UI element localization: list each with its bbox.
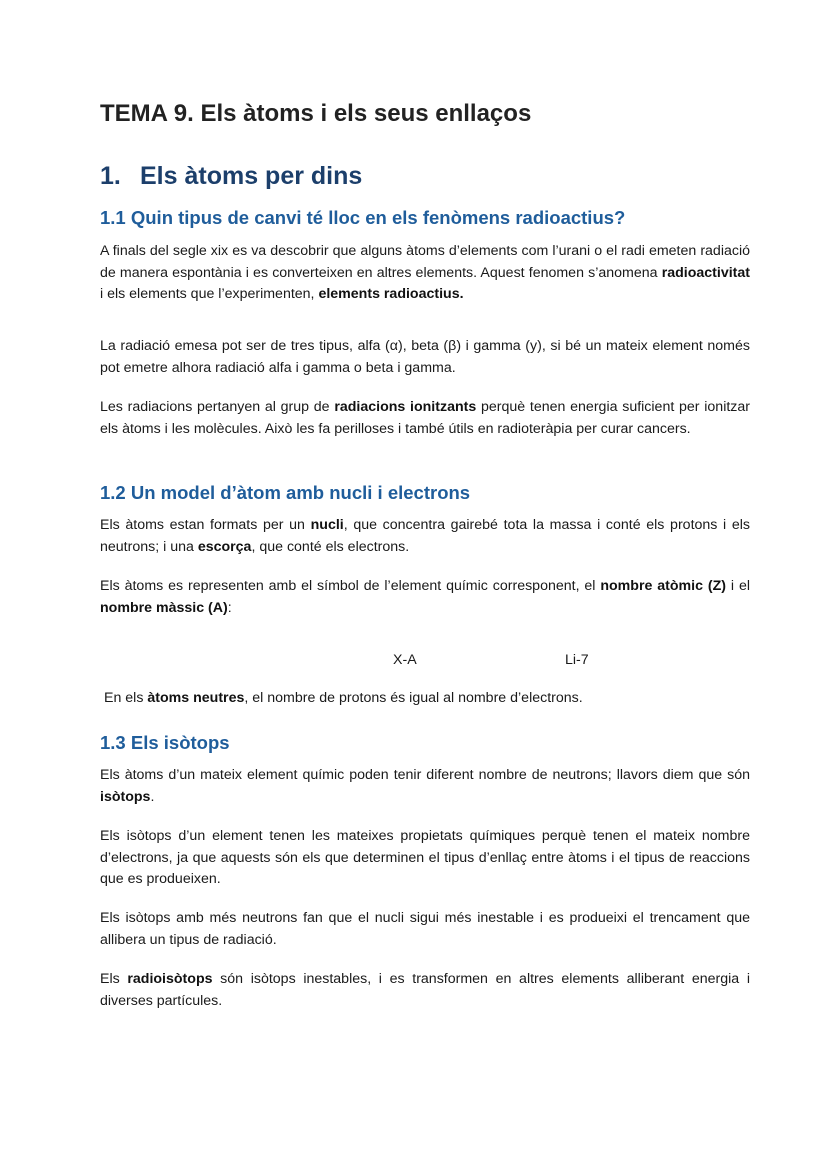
paragraph-radioisotopes: Els radioisòtops són isòtops inestables, i es transformen en altres elements alliberant energia i diverses partícules. (100, 971, 750, 1009)
subsection-heading-1-1: 1.1 Quin tipus de canvi té lloc en els fenòmens radioactius? (100, 207, 626, 228)
paragraph-ionizing-radiation: Les radiacions pertanyen al grup de radiacions ionitzants perquè tenen energia suficient per ionitzar els àtoms i les molècules. Això les fa perilloses i també útils en radioteràpia per curar cancers. (100, 399, 750, 437)
paragraph-radioactivity: A finals del segle xix es va descobrir que alguns àtoms d’elements com l’urani o el radi emeten radiació de manera espontània i es converteixen en altres elements. Aquest fenomen s’anomena radioactivitat i els elements que l’experimenten, elements radioactius. (100, 243, 750, 302)
term-isotops: isòtops (100, 788, 151, 805)
term-nombre-atomic: nombre atòmic (Z) (600, 578, 727, 594)
paragraph-atom-structure: Els àtoms estan formats per un nucli, que concentra gairebé tota la massa i conté els protons i els neutrons; i una escorça, que conté els electrons. (100, 517, 750, 555)
term-atoms-neutres: àtoms neutres (147, 690, 245, 706)
section-heading (100, 162, 362, 191)
section-title: Els àtoms per dins (140, 162, 363, 190)
document-title: TEMA 9. Els àtoms i els seus enllaços (100, 100, 532, 127)
notation-generic: X-A (393, 652, 417, 668)
term-elements-radioactius: elements radioactius. (318, 286, 464, 302)
paragraph-isotopes-definition: Els àtoms d’un mateix element químic poden tenir diferent nombre de neutrons; llavors diem que són isòtops. (100, 767, 750, 805)
subsection-heading-1-2: 1.2 Un model d’àtom amb nucli i electrons (100, 482, 471, 503)
paragraph-neutral-atoms: En els àtoms neutres, el nombre de protons és igual al nombre d’electrons. (104, 690, 583, 706)
term-nombre-massic: nombre màssic (A) (100, 599, 228, 616)
paragraph-radiation-types: La radiació emesa pot ser de tres tipus, alfa (α), beta (β) i gamma (y), si bé un mateix element només pot emetre alhora radiació alfa i gamma o beta i gamma. (100, 338, 750, 376)
section-number: 1. (100, 162, 121, 190)
term-escorca: escorça (197, 538, 252, 555)
term-radiacions-ionitzants: radiacions ionitzants (334, 399, 477, 415)
paragraph-atom-representation: Els àtoms es representen amb el símbol de l’element químic corresponent, el nombre atòmic (Z) i el nombre màssic (A): (100, 578, 750, 616)
paragraph-isotopes-instability: Els isòtops amb més neutrons fan que el nucli sigui més inestable i es produeixi el trencament que allibera un tipus de radiació. (100, 910, 750, 948)
notation-example: Li-7 (565, 652, 589, 668)
paragraph-isotopes-properties: Els isòtops d’un element tenen les mateixes propietats químiques perquè tenen el mateix nombre d’electrons, ja que aquests són els que determinen el tipus d’enllaç entre àtoms i el tipus de reaccions que es produeixen. (100, 828, 750, 887)
term-nucli: nucli (310, 517, 344, 533)
term-radioactivitat: radioactivitat (661, 264, 750, 281)
subsection-heading-1-3: 1.3 Els isòtops (100, 732, 230, 753)
term-radioisotops: radioisòtops (127, 971, 213, 987)
